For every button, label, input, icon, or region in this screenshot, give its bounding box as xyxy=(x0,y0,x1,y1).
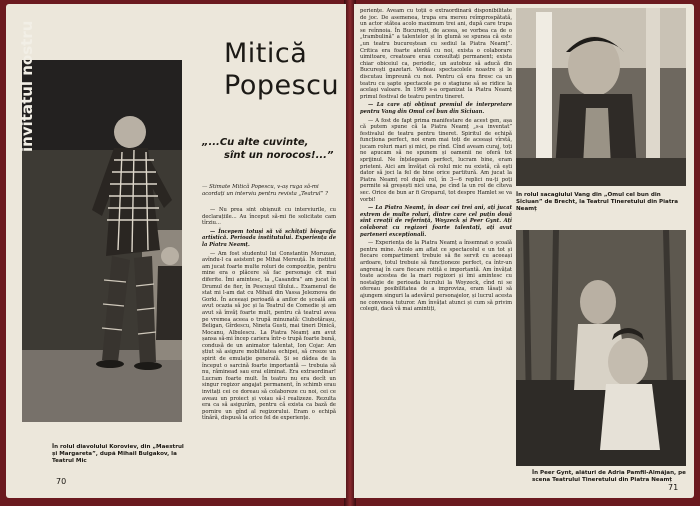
article-title-last: Popescu xyxy=(224,70,340,101)
top-photo-caption: În rolul sacagiului Vang din „Omul cel bun din Sîciuan” de Brecht, la Teatrul Tineretului din Piatra Neamț xyxy=(516,192,679,212)
paragraph: — Am fost studentul lui Constantin Moruzan, avîndu-l ca asistent pe Mihai Mereuță. În institut am jucat foarte multe roluri de compoziție, pentru mine era o plăcere să fac personaje cît mai diferite. Îmi amintesc, la „Casandra” am jucat în Drumul de fier, în Pescușul tîlului... Examenul de stat mi l-am dat cu Mihail din Vassa Jeleznova de Gorki. În aceeași perioadă a anilor de școală am avut ocazia să joc și la Teatrul de Comedie și am avut să învăț foarte mult, pentru că teatrul avea pe vremea aceea o trupă minunată: Ciubotărașu, Beligan, Gîrdescu, Nineta Gusti, mai tineri Dinică, Mocanu, Albulescu. La Piatra Neamț am avut șansa să-mi încep cariera într-o trupă foarte bună, condusă de un animator talentat, Ion Cojar. Am știut să asigure mobilitatea echipei, să creeze un spirit de emulație generală. Și se dădea de la început o sarcină foarte importantă — trebuia să nu, răminead sau erai eliminat. Era extraordinar! Lucram foarte mult. În teatru nu era decît un singur regizor angajat permanent, în schimb erau invitați cei ce doreau să colaboreze cu noi, cei ce aveau un proiect și voiau să-l realizeze. Rezulta era ca să asigurăm, pentru că exista ca bază de pornire un gînd al regizorului. Eram o echipă tînără, dispusă la orice fel de experiențe. xyxy=(202,250,336,422)
paragraph: — Experiența de la Piatra Neamț a însemnat o școală pentru mine. Acolo am aflat ce spectacolul e un tot și fiecare compartiment trebuie să fie servit cu aceeași ardoare, totul trebuie să funcționeze perfect, ca într-un angrenaj în care fiecare rotiță e importantă. Am învățat toate acestea de la mari regizori și îmi amintesc cu nostalgie de perioada lucrului la Woyzeck, cînd ni se ofereau posibilitatea de a improviza, eram lăsați să ajungem singuri la adevărul personajelor, și lucrul acesta ne convenea tuturor. Am învățat atunci și cum să privim colegii, dacă vă mai amintiți, xyxy=(360,240,512,313)
left-column-text xyxy=(202,207,336,489)
article-title-first: Mitică xyxy=(224,38,308,69)
section-rubric: invitatul nostru xyxy=(18,20,36,152)
left-page xyxy=(6,4,346,498)
vang-photo-illustration xyxy=(516,8,686,186)
page-number-left: 70 xyxy=(56,477,67,486)
paragraph: periențe. Aveam cu toții o extraordinară disponibilitate de joc. De asemenea, trupa era mereu reîmprospătată, un actor stătea acolo maximum trei ani, după care trupa se reînnoia. În București, de aceea, se vorbea ca de o „trambulină” a talentelor și în glumă se spunea că este „un teatru bucureștean cu sediul la Piatra Neamț”. Critica era foarte atentă cu noi, exista o colaborare uimitoare, creatoare erau consultați permanent; exista chiar obiceiul ca, periodic, un autobuz să aducă din București gazetari. Vedeau spectacolele noastre și le discutau împreună cu noi. Pentru că era firesc ca un teatru cu șapte spectacole pe o stagiune să se ridice la același valoare. În 1969 s-a organizat la Piatra Neamț primul festival de teatru pentru tineret. xyxy=(360,8,512,100)
bottom-photo-caption: În Peer Gynt, alături de Adria Pamfil-Almăjan, pe scena Teatrului Tineretului din Piatra Neamț xyxy=(532,470,686,483)
koroviev-photo-illustration xyxy=(22,60,182,422)
paragraph-question: — La Piatra Neamț, în doar cei trei ani, ați jucat extrem de multe roluri, dintre care cel puțin două sînt creații de referință, Woyzeck și Peer Gynt. Ați colaborat cu regizori foarte talentați, ați avut parteneri excepționali. xyxy=(360,205,512,238)
right-column-text xyxy=(360,8,512,492)
right-page xyxy=(354,4,694,498)
page-number-right: 71 xyxy=(668,483,679,492)
vang-photo xyxy=(516,8,686,186)
paragraph-question: — La care ați obținut premiul de interpretare pentru Vang din Omul cel bun din Sîciuan. xyxy=(360,102,512,115)
paragraph: — Nu prea sînt obișnuit cu interviurile, cu declarațiile... Au început să-mi fie solicitate cam tîrziu... xyxy=(202,207,336,227)
interview-intro: — Stimate Mitică Popescu, v-aș ruga să-mi acordați un interviu pentru revista „Teatrul” ? xyxy=(202,184,328,197)
paragraph-question: — Începem totuși să vă schițați biografia artistică. Perioada institutului. Experiența de la Piatra Neamț. xyxy=(202,228,336,248)
tagline-line1: „...Cu alte cuvinte, xyxy=(202,137,309,148)
peer-gynt-photo-illustration xyxy=(516,230,686,466)
tagline-line2: sînt un norocos!...” xyxy=(224,150,334,161)
left-photo-caption: În rolul diavolului Koroviev, din „Maestrul și Margareta”, după Mihail Bulgakov, la Teatrul Mic xyxy=(52,444,184,464)
paragraph: — A fost de fapt prima manifestare de acest gen, așa că putem spune că la Piatra Neamț „s-a inventat” festivalul de teatru pentru tineret. Spiritul de echipă funcționa perfect, noi eram mai toți de aceeași vîrstă, jucam roluri mari și mici, pe rînd. Cînd aveam curaj, toți ne apucam să ne spunem și oamenii ne oferă tot sprijinul. Ne înțelegeam perfect, lucram bine, eram prieteni. Aici am învățat că rolul mic nu există, că ești dator să joci la fel de bine orice partitură. Am jucat la Piatra Neamț rol după rol, în 3—6 replici nu-ți poți permite să greșești nici una, pe cînd la un rol de cîteva sec. Orice de bun ar fi Groparul, tot despre Hamlet se va vorbi! xyxy=(360,117,512,203)
peer-gynt-photo xyxy=(516,230,686,466)
koroviev-photo xyxy=(22,60,182,422)
